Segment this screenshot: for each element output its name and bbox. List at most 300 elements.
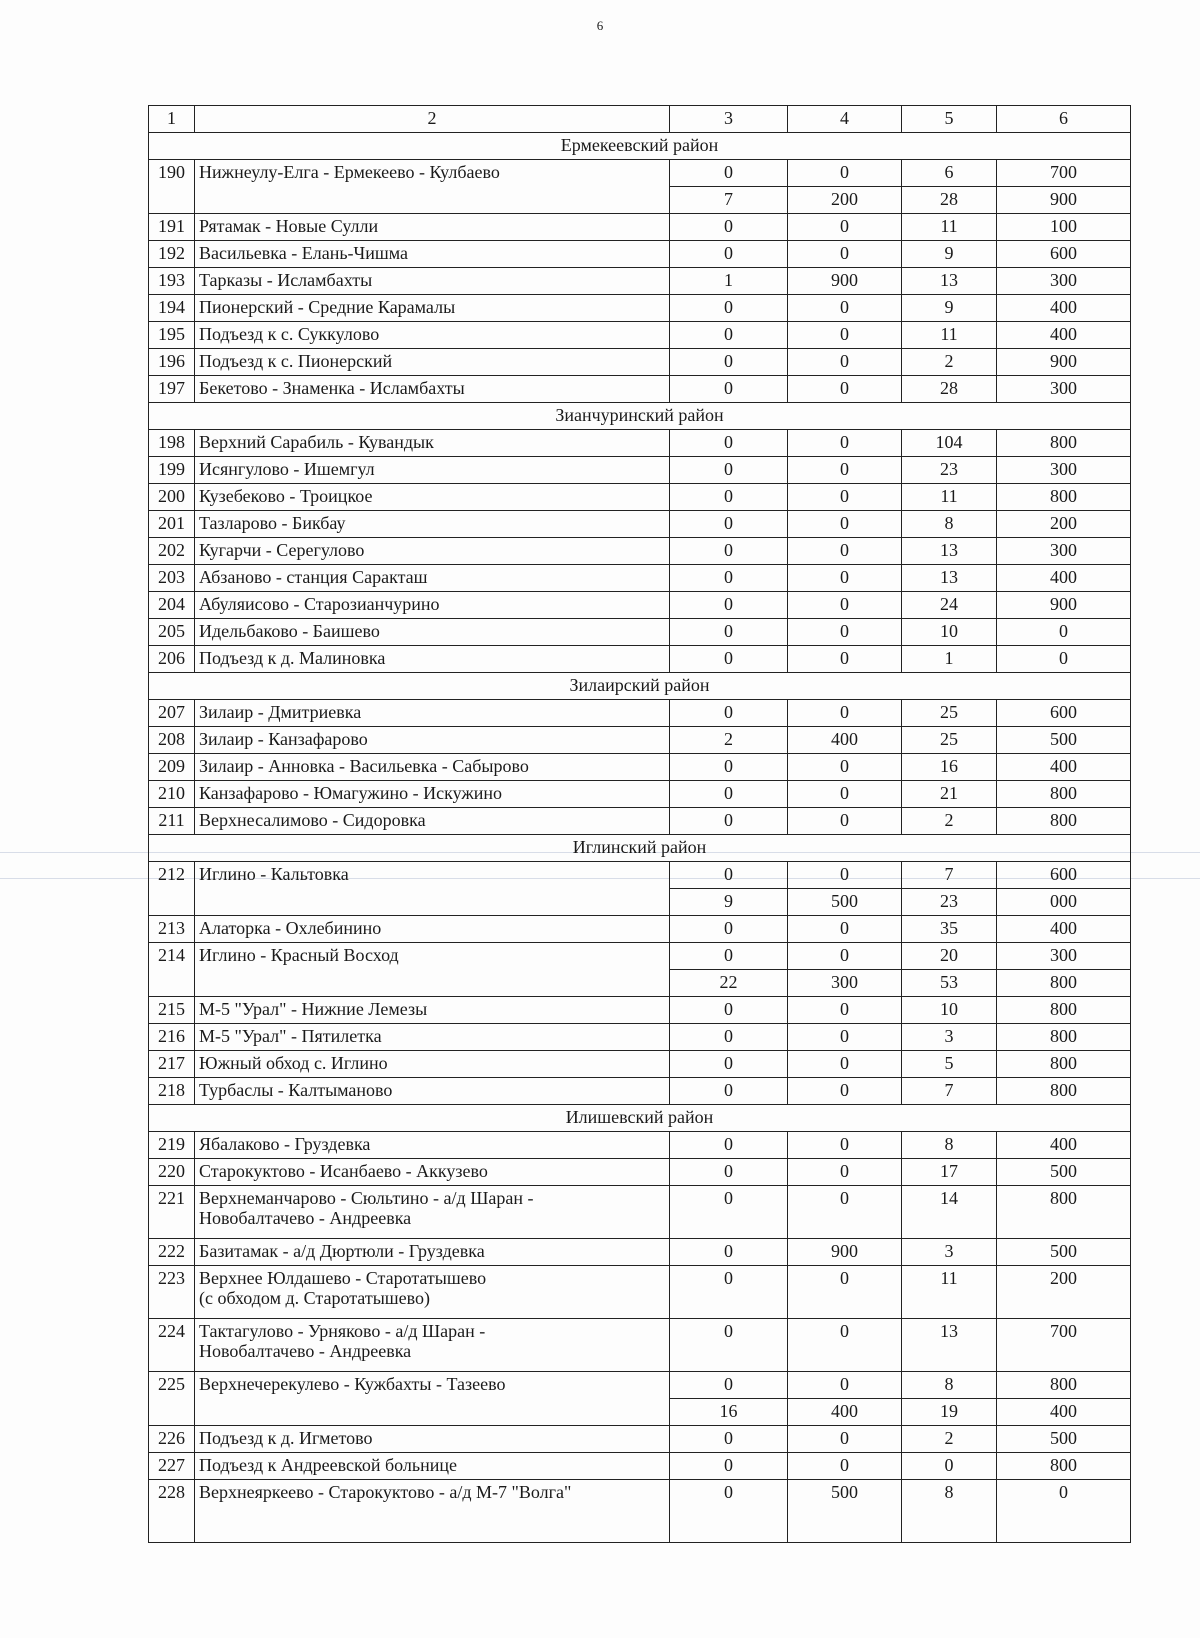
table-row (149, 1132, 1131, 1159)
value-col-4: 0 (788, 997, 902, 1024)
value-col-5: 35 (902, 916, 997, 943)
value-col-3: 0 (670, 1453, 788, 1480)
value-col-4: 0 (788, 241, 902, 268)
road-name: Бекетово - Знаменка - Исламбахты (195, 376, 670, 403)
value-col-3: 0 (670, 862, 788, 889)
value-col-4: 0 (788, 700, 902, 727)
table-body (149, 106, 1131, 1543)
row-number: 203 (149, 565, 195, 592)
value-col-3: 0 (670, 1426, 788, 1453)
table-row (149, 1186, 1131, 1239)
road-name: Базитамак - а/д Дюртюли - Груздевка (195, 1239, 670, 1266)
value-col-6: 300 (997, 376, 1131, 403)
value-col-6: 400 (997, 565, 1131, 592)
value-col-6: 400 (997, 1132, 1131, 1159)
value-col-5: 13 (902, 268, 997, 295)
value-col-3: 0 (670, 322, 788, 349)
road-name: Пионерский - Средние Карамалы (195, 295, 670, 322)
value-col-4: 0 (788, 619, 902, 646)
row-number: 207 (149, 700, 195, 727)
value-col-4: 200 (788, 187, 902, 214)
value-col-3: 0 (670, 1239, 788, 1266)
row-number: 204 (149, 592, 195, 619)
table-row (149, 1266, 1131, 1319)
value-col-4: 0 (788, 376, 902, 403)
value-col-5: 17 (902, 1159, 997, 1186)
row-number: 226 (149, 1426, 195, 1453)
table-row (149, 1372, 1131, 1399)
value-col-3: 16 (670, 1399, 788, 1426)
value-col-4: 0 (788, 646, 902, 673)
value-col-6: 800 (997, 1186, 1131, 1239)
value-col-4: 0 (788, 484, 902, 511)
value-col-3: 0 (670, 349, 788, 376)
value-col-5: 3 (902, 1239, 997, 1266)
table-row (149, 943, 1131, 970)
value-col-6: 800 (997, 430, 1131, 457)
value-col-5: 23 (902, 457, 997, 484)
value-col-3: 0 (670, 214, 788, 241)
road-name: Тазларово - Бикбау (195, 511, 670, 538)
value-col-3: 0 (670, 1319, 788, 1372)
road-name: Подъезд к Андреевской больнице (195, 1453, 670, 1480)
district-row (149, 835, 1131, 862)
value-col-6: 800 (997, 1453, 1131, 1480)
road-name: Кугарчи - Серегулово (195, 538, 670, 565)
column-header: 1 (149, 106, 195, 133)
column-header: 2 (195, 106, 670, 133)
table-row (149, 349, 1131, 376)
value-col-5: 14 (902, 1186, 997, 1239)
road-name: Алаторка - Охлебинино (195, 916, 670, 943)
value-col-6: 500 (997, 1239, 1131, 1266)
table-row (149, 160, 1131, 187)
value-col-3: 1 (670, 268, 788, 295)
table-row (149, 376, 1131, 403)
value-col-3: 0 (670, 619, 788, 646)
value-col-5: 13 (902, 1319, 997, 1372)
row-number: 210 (149, 781, 195, 808)
value-col-6: 0 (997, 619, 1131, 646)
value-col-6: 800 (997, 1024, 1131, 1051)
value-col-4: 900 (788, 1239, 902, 1266)
value-col-4: 0 (788, 1453, 902, 1480)
value-col-3: 0 (670, 457, 788, 484)
value-col-3: 0 (670, 565, 788, 592)
road-name: Южный обход с. Иглино (195, 1051, 670, 1078)
table-row (149, 565, 1131, 592)
value-col-5: 6 (902, 160, 997, 187)
row-number: 202 (149, 538, 195, 565)
road-name: Иглино - Красный Восход (195, 943, 670, 997)
table-row (149, 511, 1131, 538)
road-name: Исянгулово - Ишемгул (195, 457, 670, 484)
road-name: Васильевка - Елань-Чишма (195, 241, 670, 268)
district-heading: Зилаирский район (149, 673, 1131, 700)
value-col-3: 0 (670, 700, 788, 727)
value-col-5: 5 (902, 1051, 997, 1078)
value-col-6: 800 (997, 1372, 1131, 1399)
table-row (149, 1078, 1131, 1105)
value-col-6: 800 (997, 997, 1131, 1024)
table-row (149, 754, 1131, 781)
value-col-3: 0 (670, 646, 788, 673)
value-col-6: 800 (997, 781, 1131, 808)
road-name: М-5 "Урал" - Пятилетка (195, 1024, 670, 1051)
value-col-3: 0 (670, 1132, 788, 1159)
road-name: Турбаслы - Калтыманово (195, 1078, 670, 1105)
value-col-4: 0 (788, 592, 902, 619)
value-col-4: 0 (788, 1132, 902, 1159)
row-number: 201 (149, 511, 195, 538)
value-col-6: 400 (997, 1399, 1131, 1426)
value-col-4: 0 (788, 754, 902, 781)
table-row (149, 1453, 1131, 1480)
table-row (149, 538, 1131, 565)
row-number: 215 (149, 997, 195, 1024)
table-row (149, 322, 1131, 349)
column-header: 4 (788, 106, 902, 133)
road-name: Канзафарово - Юмагужино - Искужино (195, 781, 670, 808)
district-row (149, 1105, 1131, 1132)
value-col-3: 2 (670, 727, 788, 754)
value-col-5: 11 (902, 214, 997, 241)
value-col-4: 0 (788, 943, 902, 970)
value-col-4: 0 (788, 1426, 902, 1453)
roads-table (148, 105, 1131, 1543)
value-col-6: 200 (997, 511, 1131, 538)
value-col-5: 25 (902, 727, 997, 754)
table-row (149, 268, 1131, 295)
road-name: Абуляисово - Старозианчурино (195, 592, 670, 619)
value-col-4: 900 (788, 268, 902, 295)
value-col-5: 28 (902, 187, 997, 214)
value-col-4: 0 (788, 1319, 902, 1372)
table-row (149, 700, 1131, 727)
table-row (149, 1426, 1131, 1453)
district-heading: Иглинский район (149, 835, 1131, 862)
road-name: Подъезд к д. Малиновка (195, 646, 670, 673)
value-col-3: 7 (670, 187, 788, 214)
row-number: 218 (149, 1078, 195, 1105)
value-col-5: 9 (902, 295, 997, 322)
page-number: 6 (596, 18, 604, 33)
value-col-5: 13 (902, 565, 997, 592)
table-row (149, 1051, 1131, 1078)
value-col-3: 22 (670, 970, 788, 997)
value-col-4: 0 (788, 1051, 902, 1078)
value-col-3: 0 (670, 1159, 788, 1186)
value-col-6: 000 (997, 889, 1131, 916)
row-number: 211 (149, 808, 195, 835)
value-col-5: 10 (902, 619, 997, 646)
value-col-5: 8 (902, 511, 997, 538)
value-col-4: 0 (788, 457, 902, 484)
row-number: 193 (149, 268, 195, 295)
table-row (149, 484, 1131, 511)
value-col-5: 8 (902, 1372, 997, 1399)
value-col-3: 0 (670, 1024, 788, 1051)
road-name: Верхнеманчарово - Сюльтино - а/д Шаран - Новобалтачево - Андреевка (195, 1186, 670, 1239)
column-header: 5 (902, 106, 997, 133)
road-name: Старокуктово - Исанбаево - Аккузево (195, 1159, 670, 1186)
value-col-5: 25 (902, 700, 997, 727)
value-col-4: 0 (788, 1186, 902, 1239)
district-heading: Зианчуринский район (149, 403, 1131, 430)
row-number: 228 (149, 1480, 195, 1543)
road-name: Кузебеково - Троицкое (195, 484, 670, 511)
value-col-6: 500 (997, 727, 1131, 754)
row-number: 219 (149, 1132, 195, 1159)
value-col-6: 800 (997, 970, 1131, 997)
road-name: Зилаир - Канзафарово (195, 727, 670, 754)
value-col-4: 0 (788, 349, 902, 376)
row-number: 196 (149, 349, 195, 376)
district-row (149, 673, 1131, 700)
value-col-6: 900 (997, 187, 1131, 214)
table-row (149, 457, 1131, 484)
column-header: 6 (997, 106, 1131, 133)
value-col-5: 19 (902, 1399, 997, 1426)
value-col-3: 0 (670, 511, 788, 538)
value-col-5: 28 (902, 376, 997, 403)
value-col-3: 9 (670, 889, 788, 916)
value-col-6: 200 (997, 1266, 1131, 1319)
value-col-6: 400 (997, 295, 1131, 322)
value-col-5: 24 (902, 592, 997, 619)
road-name: Верхнесалимово - Сидоровка (195, 808, 670, 835)
value-col-6: 300 (997, 538, 1131, 565)
value-col-3: 0 (670, 160, 788, 187)
road-name: Нижнеулу-Елга - Ермекеево - Кулбаево (195, 160, 670, 214)
table-row (149, 646, 1131, 673)
row-number: 191 (149, 214, 195, 241)
table-row (149, 916, 1131, 943)
value-col-5: 16 (902, 754, 997, 781)
value-col-3: 0 (670, 592, 788, 619)
value-col-6: 800 (997, 1051, 1131, 1078)
value-col-3: 0 (670, 1078, 788, 1105)
district-heading: Илишевский район (149, 1105, 1131, 1132)
table-row (149, 808, 1131, 835)
value-col-6: 600 (997, 241, 1131, 268)
road-name: Зилаир - Дмитриевка (195, 700, 670, 727)
value-col-6: 900 (997, 592, 1131, 619)
row-number: 206 (149, 646, 195, 673)
table-row (149, 1024, 1131, 1051)
row-number: 224 (149, 1319, 195, 1372)
row-number: 209 (149, 754, 195, 781)
table-row (149, 862, 1131, 889)
row-number: 227 (149, 1453, 195, 1480)
value-col-5: 0 (902, 1453, 997, 1480)
value-col-5: 13 (902, 538, 997, 565)
row-number: 214 (149, 943, 195, 997)
table-row (149, 430, 1131, 457)
value-col-5: 3 (902, 1024, 997, 1051)
value-col-3: 0 (670, 1480, 788, 1543)
road-name: Подъезд к с. Суккулово (195, 322, 670, 349)
road-name: Идельбаково - Баишево (195, 619, 670, 646)
row-number: 222 (149, 1239, 195, 1266)
column-header: 3 (670, 106, 788, 133)
road-name: Тарказы - Исламбахты (195, 268, 670, 295)
row-number: 212 (149, 862, 195, 916)
value-col-3: 0 (670, 295, 788, 322)
value-col-3: 0 (670, 808, 788, 835)
row-number: 200 (149, 484, 195, 511)
value-col-6: 0 (997, 646, 1131, 673)
row-number: 216 (149, 1024, 195, 1051)
value-col-5: 9 (902, 241, 997, 268)
row-number: 199 (149, 457, 195, 484)
value-col-3: 0 (670, 538, 788, 565)
row-number: 220 (149, 1159, 195, 1186)
value-col-6: 500 (997, 1159, 1131, 1186)
value-col-4: 0 (788, 214, 902, 241)
value-col-4: 0 (788, 862, 902, 889)
value-col-3: 0 (670, 781, 788, 808)
value-col-6: 500 (997, 1426, 1131, 1453)
value-col-6: 300 (997, 457, 1131, 484)
value-col-5: 11 (902, 322, 997, 349)
value-col-5: 7 (902, 1078, 997, 1105)
value-col-5: 11 (902, 1266, 997, 1319)
row-number: 192 (149, 241, 195, 268)
table-row (149, 1239, 1131, 1266)
value-col-4: 0 (788, 808, 902, 835)
value-col-5: 8 (902, 1480, 997, 1543)
value-col-4: 0 (788, 1266, 902, 1319)
value-col-5: 53 (902, 970, 997, 997)
district-row (149, 133, 1131, 160)
district-heading: Ермекеевский район (149, 133, 1131, 160)
value-col-6: 100 (997, 214, 1131, 241)
value-col-5: 23 (902, 889, 997, 916)
value-col-4: 0 (788, 1159, 902, 1186)
value-col-4: 400 (788, 1399, 902, 1426)
value-col-4: 400 (788, 727, 902, 754)
value-col-4: 0 (788, 322, 902, 349)
value-col-4: 500 (788, 889, 902, 916)
value-col-6: 900 (997, 349, 1131, 376)
value-col-4: 0 (788, 295, 902, 322)
value-col-3: 0 (670, 916, 788, 943)
road-name: Иглино - Кальтовка (195, 862, 670, 916)
value-col-6: 300 (997, 943, 1131, 970)
value-col-4: 0 (788, 160, 902, 187)
table-row (149, 619, 1131, 646)
road-name: Верхнечерекулево - Кужбахты - Тазеево (195, 1372, 670, 1426)
value-col-6: 600 (997, 700, 1131, 727)
value-col-3: 0 (670, 1266, 788, 1319)
value-col-3: 0 (670, 1372, 788, 1399)
district-row (149, 403, 1131, 430)
table-row (149, 1159, 1131, 1186)
value-col-6: 700 (997, 160, 1131, 187)
row-number: 225 (149, 1372, 195, 1426)
value-col-3: 0 (670, 430, 788, 457)
table-row (149, 214, 1131, 241)
value-col-5: 2 (902, 349, 997, 376)
row-number: 194 (149, 295, 195, 322)
value-col-3: 0 (670, 241, 788, 268)
value-col-3: 0 (670, 1186, 788, 1239)
value-col-6: 800 (997, 1078, 1131, 1105)
road-name: Тактагулово - Урняково - а/д Шаран - Новобалтачево - Андреевка (195, 1319, 670, 1372)
value-col-5: 2 (902, 808, 997, 835)
value-col-6: 700 (997, 1319, 1131, 1372)
road-name: Ябалаково - Груздевка (195, 1132, 670, 1159)
road-name: М-5 "Урал" - Нижние Лемезы (195, 997, 670, 1024)
road-name: Абзаново - станция Саракташ (195, 565, 670, 592)
road-name: Подъезд к д. Игметово (195, 1426, 670, 1453)
value-col-5: 10 (902, 997, 997, 1024)
value-col-6: 600 (997, 862, 1131, 889)
road-name: Подъезд к с. Пионерский (195, 349, 670, 376)
value-col-3: 0 (670, 484, 788, 511)
row-number: 208 (149, 727, 195, 754)
table-row (149, 1480, 1131, 1543)
value-col-4: 0 (788, 1024, 902, 1051)
table-row (149, 997, 1131, 1024)
value-col-6: 300 (997, 268, 1131, 295)
value-col-4: 0 (788, 538, 902, 565)
value-col-4: 0 (788, 565, 902, 592)
value-col-6: 800 (997, 808, 1131, 835)
row-number: 198 (149, 430, 195, 457)
value-col-3: 0 (670, 997, 788, 1024)
value-col-5: 2 (902, 1426, 997, 1453)
value-col-6: 0 (997, 1480, 1131, 1543)
row-number: 190 (149, 160, 195, 214)
value-col-4: 0 (788, 916, 902, 943)
table-row (149, 592, 1131, 619)
value-col-6: 800 (997, 484, 1131, 511)
road-name: Верхнеяркеево - Старокуктово - а/д М-7 "Волга" (195, 1480, 670, 1543)
value-col-4: 0 (788, 511, 902, 538)
value-col-4: 0 (788, 781, 902, 808)
road-name: Верхний Сарабиль - Кувандык (195, 430, 670, 457)
table-row (149, 781, 1131, 808)
value-col-5: 11 (902, 484, 997, 511)
value-col-3: 0 (670, 754, 788, 781)
row-number: 213 (149, 916, 195, 943)
value-col-6: 400 (997, 322, 1131, 349)
value-col-3: 0 (670, 943, 788, 970)
table-header-row (149, 106, 1131, 133)
row-number: 223 (149, 1266, 195, 1319)
table-row (149, 727, 1131, 754)
value-col-3: 0 (670, 1051, 788, 1078)
value-col-4: 500 (788, 1480, 902, 1543)
row-number: 217 (149, 1051, 195, 1078)
value-col-5: 8 (902, 1132, 997, 1159)
row-number: 205 (149, 619, 195, 646)
value-col-5: 1 (902, 646, 997, 673)
value-col-6: 400 (997, 916, 1131, 943)
row-number: 221 (149, 1186, 195, 1239)
value-col-4: 300 (788, 970, 902, 997)
value-col-5: 104 (902, 430, 997, 457)
value-col-6: 400 (997, 754, 1131, 781)
value-col-4: 0 (788, 1372, 902, 1399)
road-name: Рятамак - Новые Сулли (195, 214, 670, 241)
value-col-5: 20 (902, 943, 997, 970)
road-name: Зилаир - Анновка - Васильевка - Сабырово (195, 754, 670, 781)
value-col-5: 7 (902, 862, 997, 889)
table-row (149, 241, 1131, 268)
